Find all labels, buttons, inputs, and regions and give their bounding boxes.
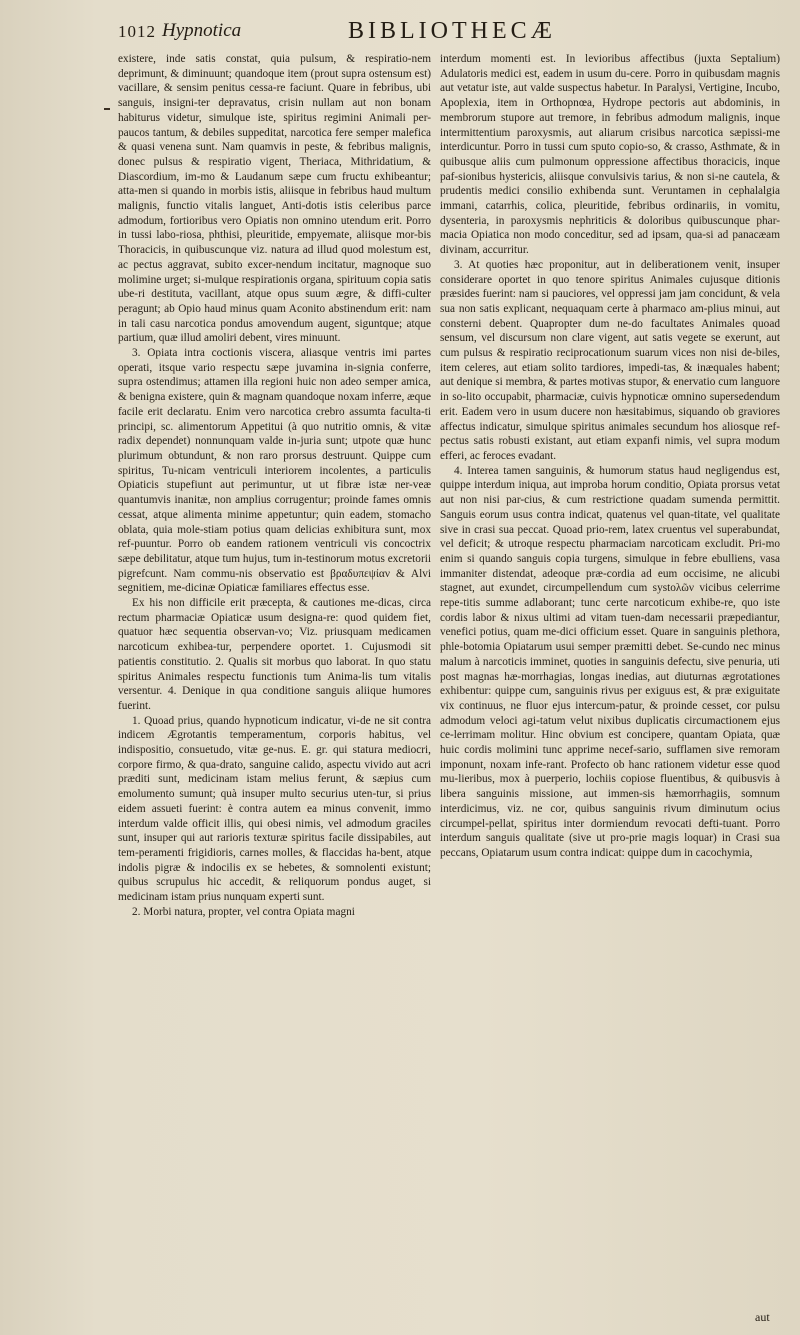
section-title: BIBLIOTHECÆ: [348, 18, 556, 44]
margin-mark: [104, 108, 110, 110]
paragraph: 3. At quoties hæc proponitur, aut in deliberationem venit, insuper considerare oportet in quo tenore spiritus Animales cujusque ditionis præsides fuerint: nam si pauciores, vel oppressi jam jam concidunt, & vela sua non satis explicant, nequaquam certe à pharmaco am-plius minui, aut consterni debent. Quapropter dum ne-do facultates Animales quoad sensum, vel discursum non clare vigent, aut satis vegete se exerunt, aut cum pulsus & respiratio reciprocationum suarum vices non nisi de-biles, item celeres, aut etiam solito tardiores, impedi-tas, & inæquales habent; aut denique si membra, & partes motivas stupor, & enervatio cum languore in so-lito occupabit, pharmaciæ, cuivis hypnoticæ omnino supersedendum erit. Eadem vero in usum ducere non hæsitabimus, siquando ob graviores affectus indicatur, simulque spiritus animales secundum hos aliosque ref-pectus satis robusti existant, aut etiam expanfi nimis, vel supra modum efferi, ac feroces evadant.: [440, 258, 780, 462]
paragraph: 3. Opiata intra coctionis viscera, aliasque ventris imi partes operati, itsque vario respectu sæpe juvamina in-signia conferre, supra ostendimus; attamen illa regioni huic non adeo semper amica, & benigna existere, quin & magnam quandoque noxam inferre, æque facile erit declaratu. Enim vero narcotica crebro assumta faculta-ti principi, sc. alimentorum Appetitui (à quo nutritio omnis, & vitæ radix dependet) nonnunquam valde in-juria sunt; utpote quæ hunc plurimum obtundunt, & non raro prorsus destruunt. Quippe cum spiritus, Tu-nicam ventriculi interiorem incolentes, a particulis Opiaticis stupefiunt aut perimuntur, ut ut fibræ istæ ner-veæ quantumvis inanitæ, non amplius corrugentur; proinde fames omnis cessat, atque alimenta minime appetuntur; quin eadem, stomacho oblata, quia mole-stiam potius quam delicias exhibitura sunt, mox ref-puuntur. Porro ob eandem rationem ventriculi vis concoctrix sæpe debilitatur, atque tum hujus, tum in-testinorum motus excretorii pigrefcunt. Nam commu-nis observatio est βραδυπεψίαν & Alvi segnitiem, me-dicinæ Opiaticæ familiares effectus esse.: [118, 347, 431, 595]
paragraph: 1. Quoad prius, quando hypnoticum indicatur, vi-de ne sit contra indicem Ægrotantis temperamentum, corporis habitus, vel indispositio, consuetudo, vitæ ge-nus. E. gr. qui statura mediocri, corpore firmo, & qua-drato, sanguine calido, aspectu vivido aut acri præditi sunt, medicinam istam melius ferunt, & sæpius cum emolumento sumunt; quà insuper multo securius uten-tur, si prius eidem assueti fuerint: è contra autem ea minus convenit, immo interdum valde officit illis, qui obesi nimis, vel admodum graciles sunt, insuper qui aut rarioris texturæ spiritus facile dissipabiles, aut tem-peramenti frigidioris, carnes molles, & flaccidas ha-bent, atque indolis pigræ & indocilis ex se hebetes, & somnolenti existunt; quibus scrupulus hic accedit, & reliquorum pondus auget, si medicinam istam prius nunquam experti sunt.: [118, 714, 431, 904]
paragraph: existere, inde satis constat, quia pulsum, & respiratio-nem deprimunt, & diminuunt; quandoque item (prout supra ostensum est) vacillare, & sensim penitus cessa-re faciunt. Quare in febribus, ubi sanguis, insigni-ter depravatus, crisin nullam aut non bonam habiturus videtur, simulque iste, spiritus regimini Animali per-paucos tantum, & debiles suppeditat, narcotica fere semper malefica & quasi venena sunt. Nam quamvis in peste, & febribus malignis, donec pulsus & respiratio vigent, Theriaca, Mithridatium, & Diascordium, im-mo & Laudanum sæpe cum fructu exhibeantur; atta-men si quando in morbis istis, aliisque in febribus haud multum malignis, functio vitalis languet, Anti-dotis istis celeribus parce admodum, fortioribus vero Opiatis non omnino utendum erit. Porro in tussi labo-riosa, phthisi, pleuritide, empyemate, aliisque mor-bis Thoracicis, in quibuscunque viz. natura ad illud quod molestum est, ac pectus aggravat, subito excer-nendum incitatur, magnoque suo molimine urget; si-mulque respirationis organa, spirituum copia satis ube-ri destituta, vacillant, atque opus suum ægre, & diffi-culter peragunt; ab Opio haud minus quam Aconito abstinendum erit: nam in tali casu narcotica pondus amovendum augent, siguntque; atque partium, quæ illud amoliri debent, vires minuunt.: [118, 53, 431, 345]
page-header: [118, 18, 778, 46]
left-column: [118, 52, 431, 1312]
catchword: aut: [755, 1310, 770, 1324]
page-number: 1012: [118, 22, 156, 41]
paragraph: interdum momenti est. In levioribus affectibus (juxta Septalium) Adulatoris medici est, eadem in usum du-cere. Porro in quibusdam magnis aut vetatur iste, aut valde suspectus habetur. In Paralysi, Vertigine, Incubo, Apoplexia, item in Orthopnœa, Hydrope pectoris aut abdominis, in membrorum stupore aut tremore, in febribus admodum malignis, inque intermittentium paroxysmis, aut aliarum crisibus narcotica sæpissi-me interdicuntur. Porro in tussi cum sputo copio-so, & crasso, Asthmate, & in quibusque aliis cum pulmonum oppressione affectibus thoracicis, inque paf-sionibus hystericis, aliisque convulsivis tarius, & non si-ne cautela, & prudentis medici consilio exhibenda sunt. Veruntamen in cephalalgia immani, catarrhis, colica, pleuritide, febribus ordinariis, in vomitu, dysenteria, in paroxysmis nephriticis & doloribus quibuscunque phar-macia Opiatica non modo conceditur, sed ad ipsam, qua-si ad panacæam divinam, accurritur.: [440, 53, 780, 257]
paragraph: 2. Morbi natura, propter, vel contra Opiata magni: [132, 905, 355, 918]
paragraph: 4. Interea tamen sanguinis, & humorum status haud negligendus est, quippe interdum iniqua, aut improba horum conditio, Opiata prorsus vetat aut non nisi par-cius, & cum restrictione quadam sumenda permittit. Sanguis eorum usus contra indicat, quatenus vel quan-titate, vel qualitate sive in crasi sua peccat. Quoad prio-rem, latex cruentus vel superabundat, vel deficit; & utroque respectu pharmaciam narcoticam excludit. Pri-mo enim si quando sanguis copia turgens, simulque in febre ebulliens, vasa immaniter distendat, adeoque præ-cordia ad eum occisime, ne alicubi stagnet, aut exundet, circumpellendum cum systολῶν vicibus celerrime repe-titis summe adlaborant; tunc certe narcoticum exhibe-re, quo iste cordis labor & nixus ultimi ad vitam tuen-dam necessarii præpediantur, venefici potius, quam me-dici officium esset. Quare in sanguinis plethora, phle-botomia Opiatarum usui semper præmitti debet. Se-cundo nec minus malum à narcoticis imminet, quoties in sanguinis defectu, sive penuria, uti post magnas hæ-morrhagias, longas inedias, aut diuturnas ægrotationes exhibentur: quippe cum, sanguinis rivus per exiguus est, & præ exiguitate vix continuus, ne fluor ejus intercum-patur, & proinde cesset, cor pulsu admodum veloci agi-tatum velut nixibus duplicatis circumactionem ejus ce-lerrimam molitur. Hinc obvium est concipere, quantam Opiata, quæ huic cordis molimini tunc apprime necef-sario, sufflamen sive remoram imponunt, noxam infe-rant. Profecto ob hanc rationem videtur esse quod mu-lieribus, mox à puerperio, lochiis copiose fluentibus, & quibusvis à libera sanguinis missione, aut immen-sis hæmorrhagiis, somnum interdicimus, viz. ne cor, quibus sanguinis rivum diminutum ocius circumpel-pellat, spiritus inter dormiendum revocati defti-tuant. Porro interdum sanguis qualitate (sive ut pro-prie magis loquar) in Crasi sua peccans, Opiatarum usum contra indicat: quippe dum in cacochymia,: [440, 464, 780, 859]
paragraph: Ex his non difficile erit præcepta, & cautiones me-dicas, circa rectum pharmaciæ Opiaticæ usum designa-re: quod quidem fiet, quatuor hæc sequentia observan-vo; Viz. priusquam medicamen narcoticum exhibea-tur, perpendere oportet. 1. Cujusmodi sit patientis constitutio. 2. Qualis sit morbus quo laborat. In quo statu spiritus Animales respectu functionis tum Anima-lis tum vitalis versentur. 4. Denique in qua conditione sanguis aliique humores fuerint.: [118, 597, 431, 712]
running-title: Hypnotica: [162, 20, 242, 41]
right-column: [440, 52, 780, 1312]
